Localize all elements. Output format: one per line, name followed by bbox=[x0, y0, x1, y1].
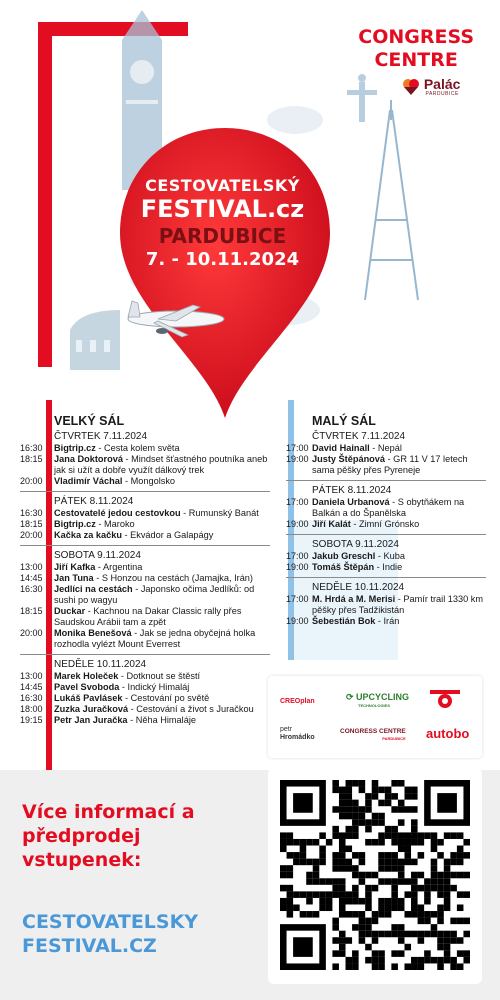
small-hall-days bbox=[286, 430, 486, 627]
programme-title bbox=[54, 476, 270, 487]
speaker-name: Jan Tuna bbox=[54, 573, 94, 583]
speaker-name: Justy Štěpánová bbox=[312, 454, 386, 464]
palac-subtitle: PARDUBICE bbox=[425, 91, 459, 97]
programme-title bbox=[312, 562, 486, 573]
day-heading: ČTVRTEK 7.11.2024 bbox=[312, 431, 406, 442]
talk-topic: - Argentina bbox=[95, 562, 143, 572]
day-heading: NEDĚLE 10.11.2024 bbox=[312, 582, 405, 593]
more-info-line3: vstupenek: bbox=[22, 849, 142, 871]
big-hall-title: VELKÝ SÁL bbox=[54, 414, 125, 428]
talk-topic: - Indie bbox=[374, 562, 403, 572]
programme-title bbox=[312, 519, 486, 530]
talk-topic: - Japonsko očima Jedlíků: od sushi po wagyu bbox=[54, 584, 255, 605]
more-info-text bbox=[22, 800, 262, 872]
programme-time: 18:15 bbox=[20, 606, 43, 616]
programme-title bbox=[54, 443, 270, 454]
talk-topic: - Rumunský Banát bbox=[180, 508, 259, 518]
programme-time: 14:45 bbox=[20, 682, 43, 692]
programme-title bbox=[312, 551, 486, 562]
programme-title bbox=[312, 443, 486, 454]
palac-logo-icon bbox=[402, 78, 420, 96]
more-info-line1: Více informací a bbox=[22, 801, 195, 823]
upcycling-name: UPCYCLING bbox=[356, 692, 410, 702]
programme-title bbox=[54, 454, 270, 476]
talk-topic: - Nepál bbox=[369, 443, 402, 453]
programme-title bbox=[54, 606, 270, 628]
programme-title bbox=[54, 682, 270, 693]
talk-topic: - S obytňákem na Balkán a do Španělska bbox=[312, 497, 465, 518]
speaker-name: Marek Holeček bbox=[54, 671, 119, 681]
hromadko-text: Hromádko bbox=[280, 734, 315, 741]
programme-title bbox=[54, 628, 270, 650]
programme-time: 16:30 bbox=[20, 443, 43, 453]
day-heading: ČTVRTEK 7.11.2024 bbox=[54, 431, 148, 442]
palac-name: Palác bbox=[423, 76, 461, 92]
programme-title bbox=[312, 616, 486, 627]
programme-time: 18:15 bbox=[20, 519, 43, 529]
day-separator bbox=[286, 480, 486, 481]
programme-time: 19:00 bbox=[286, 454, 309, 464]
talk-topic: - Irán bbox=[375, 616, 400, 626]
autobo-logo: autobo bbox=[426, 726, 470, 741]
programme-title bbox=[54, 530, 270, 541]
talk-topic: - Indický Himaláj bbox=[119, 682, 190, 692]
speaker-name: Jana Doktorová bbox=[54, 454, 123, 464]
congress-centre-header bbox=[358, 26, 474, 97]
festival-title bbox=[130, 176, 315, 270]
talk-topic: - Ekvádor a Galapágy bbox=[121, 530, 214, 540]
programme-item bbox=[20, 715, 270, 726]
programme-title bbox=[312, 594, 486, 616]
day-heading: SOBOTA 9.11.2024 bbox=[312, 539, 399, 550]
partners-panel bbox=[268, 676, 482, 758]
small-hall-title: MALÝ SÁL bbox=[312, 414, 376, 428]
talk-topic: - Mongolsko bbox=[122, 476, 176, 486]
programme-item bbox=[20, 562, 270, 573]
airplane-icon bbox=[118, 295, 228, 343]
speaker-name: Kačka za kačku bbox=[54, 530, 122, 540]
programme-time: 20:00 bbox=[20, 530, 43, 540]
small-hall-programme bbox=[286, 414, 486, 627]
programme-title bbox=[54, 715, 270, 726]
speaker-name: Bigtrip.cz bbox=[54, 443, 96, 453]
day-separator bbox=[20, 545, 270, 546]
programme-time: 14:45 bbox=[20, 573, 43, 583]
talk-topic: - Mindset šťastného poutníka aneb jak si užít a dobře využít dálkový trek bbox=[54, 454, 268, 475]
upcycling-icon: ⟳ bbox=[346, 692, 357, 702]
talk-topic: - Cestování a život s Juračkou bbox=[128, 704, 254, 714]
programme-item bbox=[20, 476, 270, 487]
day-separator bbox=[286, 534, 486, 535]
programme-item bbox=[286, 454, 486, 476]
programme-title bbox=[312, 454, 486, 476]
speaker-name: Daniela Urbanová bbox=[312, 497, 390, 507]
programme-time: 17:00 bbox=[286, 497, 309, 507]
programme-time: 20:00 bbox=[20, 476, 43, 486]
programme-item bbox=[20, 606, 270, 628]
congress-centre-partner-logo bbox=[340, 728, 406, 742]
talk-topic: - Kachnou na Dakar Classic rally přes Saudskou Arábii tam a zpět bbox=[54, 606, 242, 627]
programme-item bbox=[286, 551, 486, 562]
programme-title bbox=[54, 562, 270, 573]
speaker-name: Petr Jan Juračka bbox=[54, 715, 128, 725]
programme-title bbox=[54, 584, 270, 606]
speaker-name: Monika Benešová bbox=[54, 628, 132, 638]
speaker-name: Jiří Kafka bbox=[54, 562, 96, 572]
petr-text: petr bbox=[280, 726, 293, 733]
programme-time: 19:00 bbox=[286, 616, 309, 626]
speaker-name: Cestovatelé jedou cestovkou bbox=[54, 508, 181, 518]
day-separator bbox=[20, 654, 270, 655]
speaker-name: Vladimír Váchal bbox=[54, 476, 123, 486]
programme-title bbox=[54, 704, 270, 715]
railway-logo-icon bbox=[428, 688, 462, 710]
programme-title bbox=[54, 671, 270, 682]
programme-time: 13:00 bbox=[20, 671, 43, 681]
speaker-name: David Hainall bbox=[312, 443, 370, 453]
talk-topic: - Kuba bbox=[375, 551, 405, 561]
talk-topic: - Dotknout se štěstí bbox=[118, 671, 201, 681]
website-line2: FESTIVAL.CZ bbox=[22, 935, 157, 957]
programme-item bbox=[20, 671, 270, 682]
creoplan-logo: CREOplan bbox=[280, 698, 315, 705]
speaker-name: Šebestián Bok bbox=[312, 616, 376, 626]
programme-item bbox=[20, 443, 270, 454]
talk-topic: - Cestování po světě bbox=[122, 693, 210, 703]
day-heading: PÁTEK 8.11.2024 bbox=[312, 485, 392, 496]
day-separator bbox=[286, 577, 486, 578]
programme-time: 16:30 bbox=[20, 584, 43, 594]
programme-item bbox=[286, 519, 486, 530]
programme-title bbox=[312, 497, 486, 519]
programme-title bbox=[54, 693, 270, 704]
big-hall-programme bbox=[20, 414, 270, 726]
speaker-name: Zuzka Juračková bbox=[54, 704, 129, 714]
programme-item bbox=[286, 594, 486, 616]
programme-item bbox=[20, 454, 270, 476]
programme-time: 18:15 bbox=[20, 454, 43, 464]
talk-topic: - Maroko bbox=[95, 519, 135, 529]
programme-time: 16:30 bbox=[20, 693, 43, 703]
programme-time: 18:00 bbox=[20, 704, 43, 714]
congress-partner-subtitle: PARDUBICE bbox=[382, 736, 406, 741]
programme-item bbox=[286, 616, 486, 627]
programme-item bbox=[20, 508, 270, 519]
day-heading: NEDĚLE 10.11.2024 bbox=[54, 659, 147, 670]
programme-item bbox=[20, 584, 270, 606]
qr-code-icon[interactable] bbox=[280, 780, 470, 970]
talk-topic: - Něha Himaláje bbox=[127, 715, 196, 725]
talk-topic: - S Honzou na cestách (Jamajka, Irán) bbox=[93, 573, 253, 583]
programme-item bbox=[20, 519, 270, 530]
programme-item bbox=[20, 573, 270, 584]
programme-time: 17:00 bbox=[286, 594, 309, 604]
programme-time: 19:00 bbox=[286, 562, 309, 572]
programme-item bbox=[20, 530, 270, 541]
programme-title bbox=[54, 573, 270, 584]
festival-title-line1: CESTOVATELSKÝ bbox=[145, 176, 300, 195]
programme-time: 17:00 bbox=[286, 443, 309, 453]
speaker-name: Bigtrip.cz bbox=[54, 519, 96, 529]
congress-title-line1: CONGRESS bbox=[358, 26, 474, 48]
talk-topic: - Jak se jedna obyčejná holka rozhodla vylézt Mount Everrest bbox=[54, 628, 256, 649]
programme-time: 13:00 bbox=[20, 562, 43, 572]
day-separator bbox=[20, 491, 270, 492]
programme-time: 16:30 bbox=[20, 508, 43, 518]
upcycling-subtitle: TECHNOLOGIES bbox=[358, 703, 391, 708]
big-hall-days bbox=[20, 430, 270, 726]
programme-item bbox=[20, 693, 270, 704]
website-line1: CESTOVATELSKY bbox=[22, 911, 199, 933]
speaker-name: Pavel Svoboda bbox=[54, 682, 120, 692]
location-pin-icon bbox=[115, 128, 335, 418]
programme-title bbox=[54, 508, 270, 519]
programme-item bbox=[286, 443, 486, 454]
speaker-name: Duckar bbox=[54, 606, 86, 616]
festival-title-line2: FESTIVAL.cz bbox=[140, 195, 305, 223]
speaker-name: Lukáš Pavlásek bbox=[54, 693, 123, 703]
website-link[interactable] bbox=[22, 910, 262, 958]
festival-city: PARDUBICE bbox=[158, 224, 287, 248]
programme-time: 20:00 bbox=[20, 628, 43, 638]
colosseum-icon bbox=[70, 310, 120, 370]
speaker-name: Jakub Greschl bbox=[312, 551, 376, 561]
speaker-name: M. Hrdá a M. Merisi bbox=[312, 594, 396, 604]
day-heading: SOBOTA 9.11.2024 bbox=[54, 550, 141, 561]
festival-dates: 7. - 10.11.2024 bbox=[145, 249, 300, 270]
programme-title bbox=[54, 519, 270, 530]
day-heading: PÁTEK 8.11.2024 bbox=[54, 496, 134, 507]
programme-item bbox=[286, 497, 486, 519]
palac-logo bbox=[388, 77, 474, 97]
talk-topic: - Pamír trail 1330 km pěšky přes Tadžikistán bbox=[312, 594, 484, 615]
programme-item bbox=[20, 682, 270, 693]
programme-time: 17:00 bbox=[286, 551, 309, 561]
programme-item bbox=[20, 628, 270, 650]
eiffel-tower-icon bbox=[365, 100, 418, 300]
speaker-name: Jedlíci na cestách bbox=[54, 584, 133, 594]
programme-item bbox=[20, 704, 270, 715]
talk-topic: - Cesta kolem světa bbox=[95, 443, 180, 453]
programme-time: 19:15 bbox=[20, 715, 43, 725]
petr-hromadko-logo bbox=[280, 726, 315, 742]
speaker-name: Tomáš Štěpán bbox=[312, 562, 375, 572]
upcycling-logo bbox=[346, 692, 409, 708]
more-info-line2: předprodej bbox=[22, 825, 141, 847]
speaker-name: Jiří Kalát bbox=[312, 519, 351, 529]
talk-topic: - Zimní Grónsko bbox=[350, 519, 420, 529]
programme-item bbox=[286, 562, 486, 573]
programme-time: 19:00 bbox=[286, 519, 309, 529]
congress-partner-name: CONGRESS CENTRE bbox=[340, 728, 406, 735]
talk-topic: - GR 11 V 17 letech sama pěšky přes Pyreneje bbox=[312, 454, 468, 475]
congress-title-line2: CENTRE bbox=[374, 49, 458, 71]
